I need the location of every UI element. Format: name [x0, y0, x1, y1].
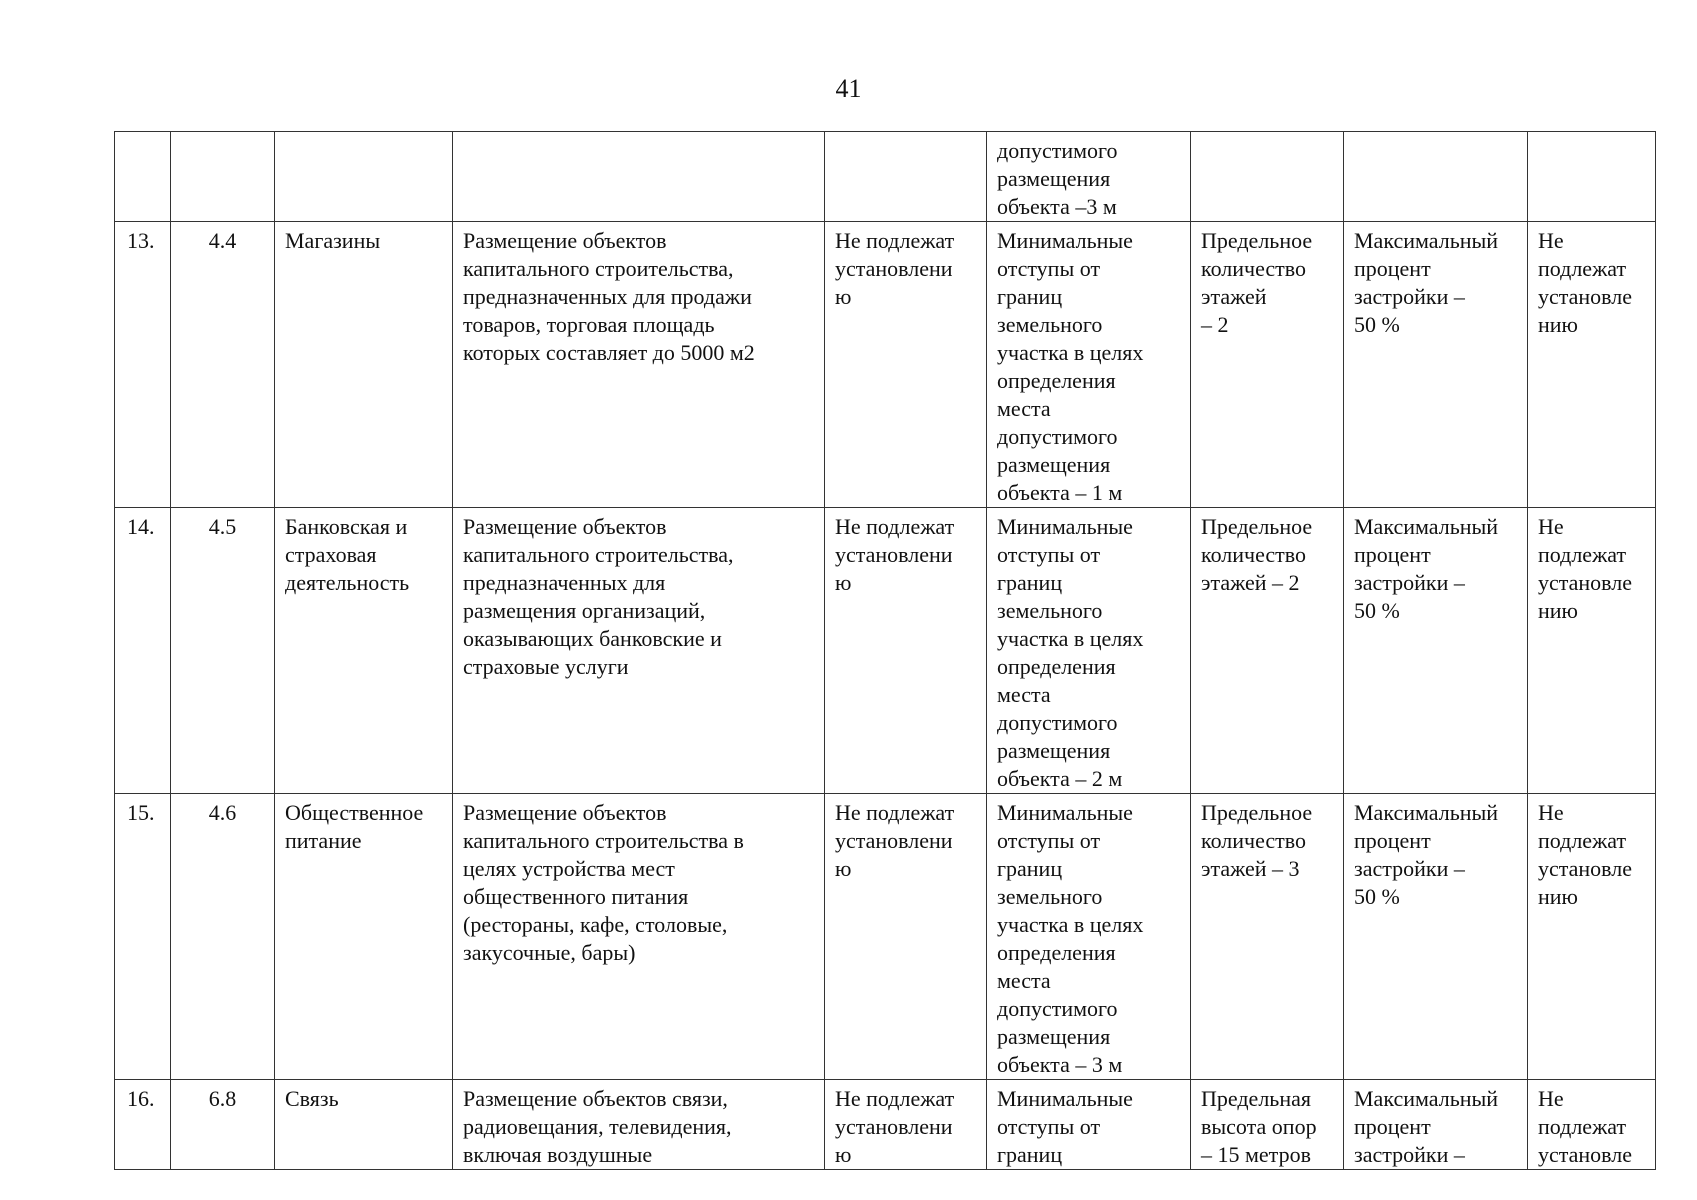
plot-size-cell: Не подлежат установлени ю: [825, 1080, 987, 1170]
use-code-cell: [171, 132, 275, 222]
table-row: [115, 132, 1656, 222]
row-number-cell: 16.: [115, 1080, 171, 1170]
floors-cell: Предельное количество этажей – 2: [1191, 222, 1344, 508]
coverage-cell: Максимальный процент застройки – 50 %: [1344, 508, 1528, 794]
setbacks-cell: Минимальные отступы от границ земельного участка в целях определения места допустимого размещения объекта – 2 м: [987, 508, 1191, 794]
coverage-cell: [1344, 132, 1528, 222]
plot-size-cell: Не подлежат установлени ю: [825, 222, 987, 508]
use-code-cell: 4.5: [171, 508, 275, 794]
table-row: [115, 794, 1656, 1080]
other-params-cell: Не подлежат установле нию: [1528, 508, 1656, 794]
use-code-cell: 4.4: [171, 222, 275, 508]
use-name-cell: Общественное питание: [275, 794, 453, 1080]
plot-size-cell: [825, 132, 987, 222]
use-name-cell: Магазины: [275, 222, 453, 508]
other-params-cell: Не подлежат установле нию: [1528, 222, 1656, 508]
use-description-cell: Размещение объектов капитального строительства, предназначенных для размещения организаций, оказывающих банковские и страховые услуги: [453, 508, 825, 794]
coverage-cell: Максимальный процент застройки –: [1344, 1080, 1528, 1170]
use-name-cell: Банковская и страховая деятельность: [275, 508, 453, 794]
row-number-cell: 15.: [115, 794, 171, 1080]
floors-cell: Предельное количество этажей – 3: [1191, 794, 1344, 1080]
plot-size-cell: Не подлежат установлени ю: [825, 794, 987, 1080]
table-row: [115, 222, 1656, 508]
setbacks-cell: Минимальные отступы от границ: [987, 1080, 1191, 1170]
table-row: [115, 508, 1656, 794]
use-description-cell: Размещение объектов капитального строительства в целях устройства мест общественного питания (рестораны, кафе, столовые, закусочные, бары): [453, 794, 825, 1080]
setbacks-cell: допустимого размещения объекта –3 м: [987, 132, 1191, 222]
floors-cell: Предельная высота опор – 15 метров: [1191, 1080, 1344, 1170]
coverage-cell: Максимальный процент застройки – 50 %: [1344, 222, 1528, 508]
floors-cell: Предельное количество этажей – 2: [1191, 508, 1344, 794]
other-params-cell: Не подлежат установле: [1528, 1080, 1656, 1170]
table-row: [115, 1080, 1656, 1170]
page-number: 41: [835, 74, 862, 103]
row-number-cell: [115, 132, 171, 222]
use-description-cell: Размещение объектов капитального строительства, предназначенных для продажи товаров, торговая площадь которых составляет до 5000 м2: [453, 222, 825, 508]
use-description-cell: [453, 132, 825, 222]
row-number-cell: 14.: [115, 508, 171, 794]
row-number-cell: 13.: [115, 222, 171, 508]
floors-cell: [1191, 132, 1344, 222]
coverage-cell: Максимальный процент застройки – 50 %: [1344, 794, 1528, 1080]
setbacks-cell: Минимальные отступы от границ земельного участка в целях определения места допустимого размещения объекта – 1 м: [987, 222, 1191, 508]
setbacks-cell: Минимальные отступы от границ земельного участка в целях определения места допустимого размещения объекта – 3 м: [987, 794, 1191, 1080]
use-code-cell: 4.6: [171, 794, 275, 1080]
use-name-cell: [275, 132, 453, 222]
use-code-cell: 6.8: [171, 1080, 275, 1170]
plot-size-cell: Не подлежат установлени ю: [825, 508, 987, 794]
other-params-cell: [1528, 132, 1656, 222]
use-description-cell: Размещение объектов связи, радиовещания, телевидения, включая воздушные: [453, 1080, 825, 1170]
land-use-table: [114, 131, 1656, 1170]
other-params-cell: Не подлежат установле нию: [1528, 794, 1656, 1080]
use-name-cell: Связь: [275, 1080, 453, 1170]
